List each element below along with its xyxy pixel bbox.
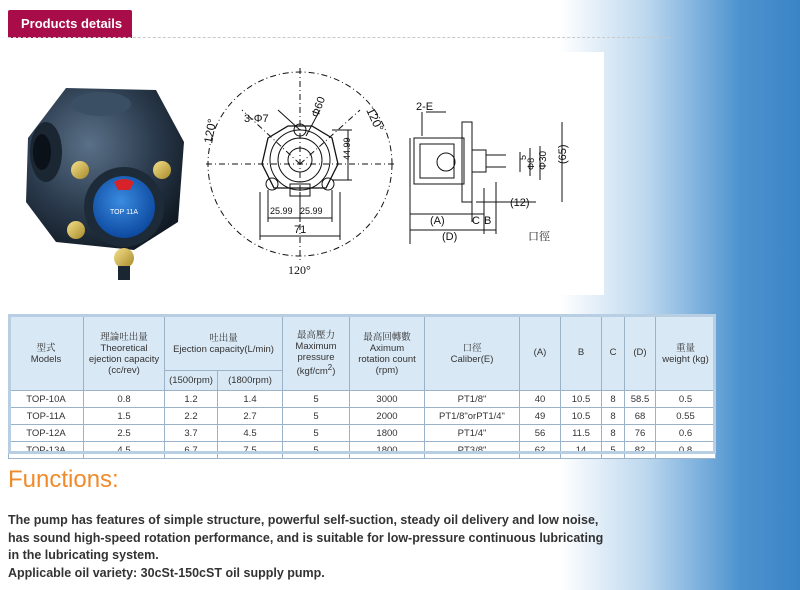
col-c: C	[602, 315, 625, 391]
label-65: (65)	[557, 144, 569, 164]
table-cell: 5	[283, 425, 350, 442]
table-cell: 8	[602, 408, 625, 425]
col-1500rpm: (1500rpm)	[165, 371, 218, 391]
label-angle-bottom: 120°	[288, 263, 311, 277]
label-D: (D)	[442, 231, 458, 243]
col-pressure: 最高壓力 Maximum pressure $(kgf/cm^2)$	[283, 315, 350, 391]
technical-drawing	[6, 52, 604, 295]
label-C: C	[472, 215, 480, 227]
table-cell: 14	[561, 442, 602, 459]
table-cell: 0.8	[84, 391, 165, 408]
col-1800rpm: (1800rpm)	[218, 371, 283, 391]
functions-line-1: The pump has features of simple structure, powerful self-suction, steady oil delivery and low noise,	[8, 513, 599, 527]
table-cell: 10.5	[561, 391, 602, 408]
table-cell: 2.7	[218, 408, 283, 425]
table-cell: 8	[602, 391, 625, 408]
functions-heading: Functions:	[8, 466, 119, 493]
label-phi30: Φ30	[538, 150, 549, 170]
table-cell: 62	[520, 442, 561, 459]
col-theoretical: 理論吐出量 Theoretical ejection capacity (cc/rev)	[84, 315, 165, 391]
col-ejection: 吐出量 Ejection capacity(L/min)	[165, 315, 283, 371]
label-5: 5	[518, 154, 528, 160]
side-view-labels	[416, 101, 569, 243]
label-25-99-left: 25.99	[270, 206, 293, 216]
table-cell: 0.5	[656, 391, 716, 408]
table-cell: 58.5	[625, 391, 656, 408]
label-angle-left: 120°	[201, 117, 220, 145]
col-caliber: 口徑 Caliber(E)	[425, 315, 520, 391]
label-44-99: 44.99	[342, 137, 352, 160]
front-view-labels	[201, 95, 386, 277]
functions-line-2: has sound high-speed rotation performance, and is suitable for low-pressure continuous lubricating	[8, 530, 604, 545]
col-a: (A)	[520, 315, 561, 391]
col-rotation: 最高回轉數 Aximum rotation count (rpm)	[350, 315, 425, 391]
table-cell: 1.2	[165, 391, 218, 408]
table-cell: 7.5	[218, 442, 283, 459]
table-cell: 5	[602, 442, 625, 459]
table-cell: 0.8	[656, 442, 716, 459]
table-cell: 5	[283, 442, 350, 459]
functions-text	[8, 512, 648, 582]
table-cell: PT1/8"	[425, 391, 520, 408]
label-2-e: 2-E	[416, 101, 434, 113]
table-cell: 1800	[350, 425, 425, 442]
table-cell: 1800	[350, 442, 425, 459]
table-cell: 68	[625, 408, 656, 425]
table-row	[9, 391, 716, 408]
label-phi8: Φ8	[526, 157, 536, 170]
col-d: (D)	[625, 315, 656, 391]
table-cell: TOP-12A	[9, 425, 84, 442]
table-cell: 11.5	[561, 425, 602, 442]
table-cell: 3.7	[165, 425, 218, 442]
product-figure	[6, 52, 604, 295]
functions-line-3: in the lubricating system.	[8, 548, 159, 562]
spec-table-body	[9, 391, 716, 459]
label-71: 71	[294, 224, 307, 236]
label-caliber: 口徑	[528, 231, 550, 243]
table-cell: 10.5	[561, 408, 602, 425]
table-row	[9, 408, 716, 425]
svg-text:TOP 11A: TOP 11A	[109, 209, 139, 216]
table-cell: 1.5	[84, 408, 165, 425]
label-A: (A)	[430, 215, 445, 227]
table-cell: 3000	[350, 391, 425, 408]
col-weight: 重量 weight (kg)	[656, 315, 716, 391]
table-cell: 0.6	[656, 425, 716, 442]
table-cell: 2000	[350, 408, 425, 425]
label-angle-right: 120°	[363, 105, 387, 134]
pump-photo	[26, 88, 184, 280]
label-B: B	[484, 215, 492, 227]
label-25-99-right: 25.99	[300, 206, 323, 216]
label-phi60: Φ60	[309, 95, 329, 120]
table-cell: 6.7	[165, 442, 218, 459]
col-b: B	[561, 315, 602, 391]
col-models: 型式 Models	[9, 315, 84, 391]
table-cell: 40	[520, 391, 561, 408]
table-cell: PT1/8"orPT1/4"	[425, 408, 520, 425]
table-cell: 4.5	[84, 442, 165, 459]
table-cell: 2.2	[165, 408, 218, 425]
table-cell: PT3/8"	[425, 442, 520, 459]
table-cell: 1.4	[218, 391, 283, 408]
table-cell: 5	[283, 391, 350, 408]
header-divider	[8, 37, 670, 38]
table-cell: TOP-11A	[9, 408, 84, 425]
label-3-phi7: 3-Φ7	[244, 113, 269, 125]
table-cell: TOP-13A	[9, 442, 84, 459]
table-cell: 5	[283, 408, 350, 425]
table-cell: 56	[520, 425, 561, 442]
table-cell: PT1/4"	[425, 425, 520, 442]
table-row	[9, 442, 716, 459]
table-row	[9, 425, 716, 442]
section-tab-products-details[interactable]: Products details	[8, 10, 132, 38]
table-cell: 4.5	[218, 425, 283, 442]
table-cell: 82	[625, 442, 656, 459]
functions-line-4: Applicable oil variety: 30cSt-150cST oil supply pump.	[8, 565, 325, 580]
table-cell: 49	[520, 408, 561, 425]
spec-table	[8, 314, 716, 459]
table-cell: 2.5	[84, 425, 165, 442]
table-cell: 76	[625, 425, 656, 442]
table-cell: TOP-10A	[9, 391, 84, 408]
table-cell: 8	[602, 425, 625, 442]
label-12: (12)	[510, 197, 530, 209]
table-cell: 0.55	[656, 408, 716, 425]
